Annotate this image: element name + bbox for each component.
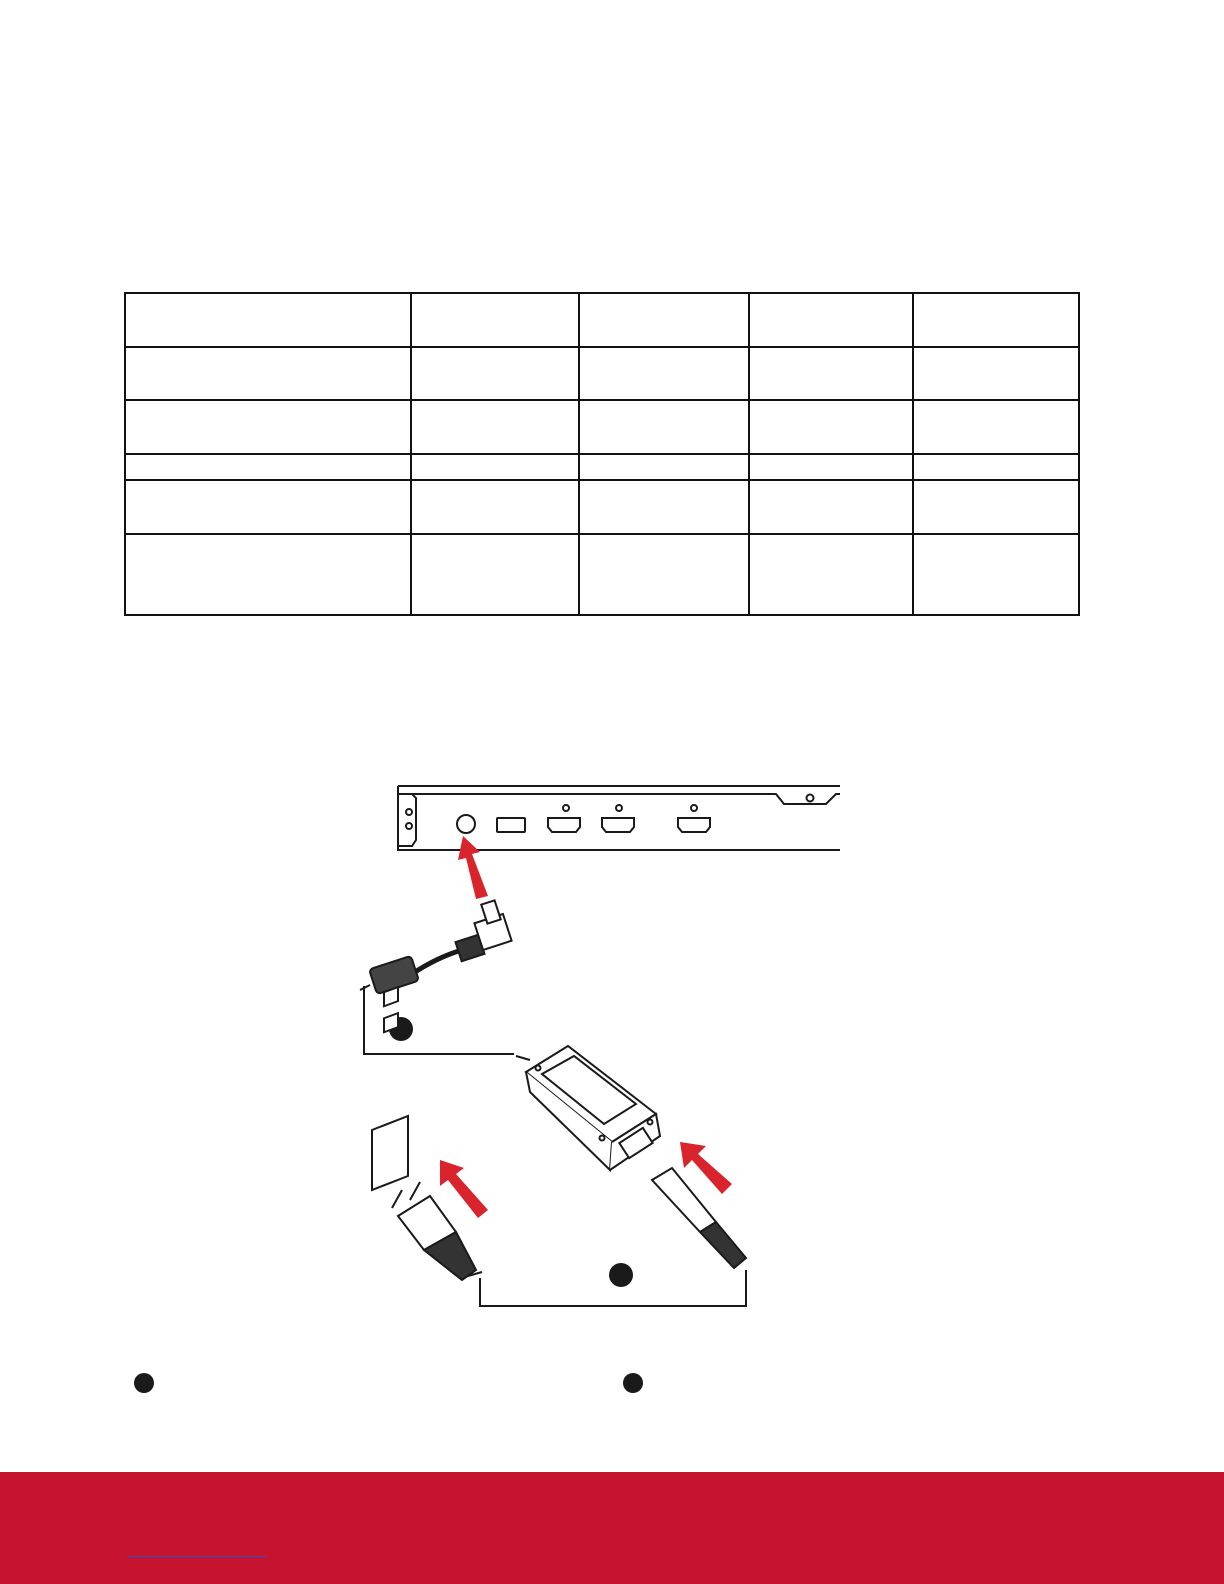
hdmi-port-3-icon <box>678 805 710 832</box>
hdmi-port-2-icon <box>602 805 634 832</box>
legend-1-marker <box>134 1373 154 1393</box>
hdmi-port-1-icon <box>548 805 580 832</box>
arrow-to-outlet-icon <box>440 1160 488 1218</box>
legend-2-marker <box>623 1373 643 1393</box>
power-adapter-icon <box>516 1046 660 1170</box>
dc-in-port-icon <box>457 815 475 833</box>
ac-cord-connector-icon <box>652 1168 746 1268</box>
arrow-to-dc-port-icon <box>458 836 488 899</box>
footer-band <box>0 1472 1224 1584</box>
dc-plug-cable-icon <box>360 900 512 994</box>
usb-port-icon <box>497 818 525 832</box>
footer-link[interactable] <box>128 1556 266 1557</box>
callout-2-marker <box>609 1263 633 1287</box>
